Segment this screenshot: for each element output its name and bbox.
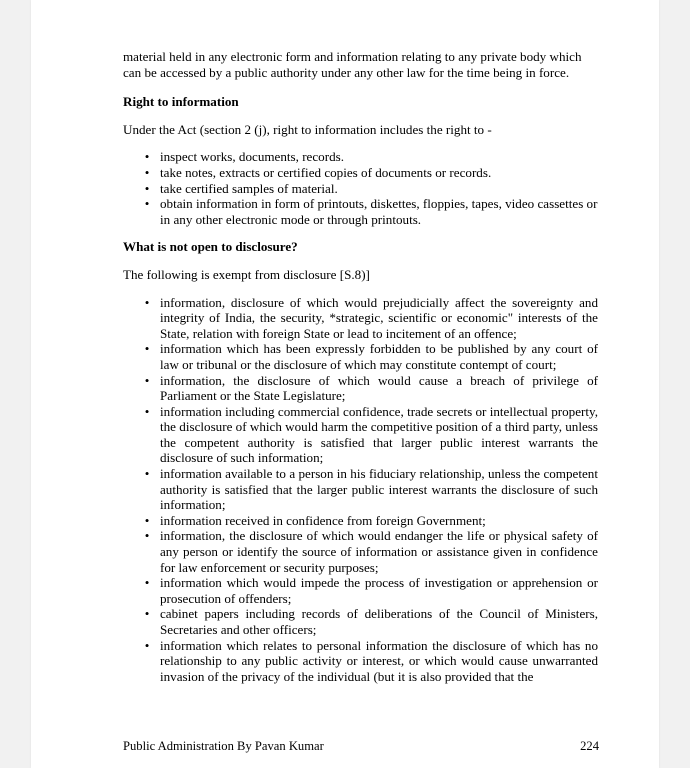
bullet-icon: •	[144, 196, 150, 212]
list-item-text: cabinet papers including records of deliberations of the Council of Ministers, Secretaries and other officers;	[160, 606, 598, 637]
page-footer	[123, 739, 599, 754]
list-item-text: information, disclosure of which would prejudicially affect the sovereignty and integrity of India, the security, *strategic, scientific or economic" interests of the State, relation with foreign State or lead to incitement of an offence;	[160, 294, 598, 341]
list-item-text: information, the disclosure of which would cause a breach of privilege of Parliament or the State Legislature;	[160, 372, 598, 404]
list-item	[123, 341, 598, 372]
document-page	[31, 0, 659, 768]
bullet-icon: •	[144, 164, 150, 180]
bullet-icon: •	[144, 466, 150, 482]
list-item	[123, 513, 598, 529]
bullet-icon: •	[144, 341, 150, 357]
list-item-text: information which would impede the process of investigation or apprehension or prosecution of offenders;	[160, 575, 598, 606]
list-item	[123, 181, 598, 197]
list-item-text: obtain information in form of printouts, diskettes, floppies, tapes, video cassettes or in any other electronic mode or through printouts.	[160, 196, 598, 227]
section-heading-not-open-to-disclosure: What is not open to disclosure?	[123, 239, 298, 255]
list-item-text: information, the disclosure of which would endanger the life or physical safety of any person or identify the source of information or assistance given in confidence for law enforcement or security purposes;	[160, 528, 598, 575]
list-item-text: information which has been expressly forbidden to be published by any court of law or tribunal or the disclosure of which may constitute contempt of court;	[160, 341, 598, 372]
list-item-text: information including commercial confidence, trade secrets or intellectual property, the disclosure of which would harm the competitive position of a third party, unless the competent authority is satisfied that larger public interest warrants the disclosure of such information;	[160, 403, 598, 466]
bullet-icon: •	[144, 180, 150, 196]
list-item	[123, 606, 598, 637]
list-item-text: information available to a person in his fiduciary relationship, unless the competent authority is satisfied that the larger public interest warrants the disclosure of such information;	[160, 466, 598, 513]
rights-list	[123, 149, 598, 227]
list-item	[123, 373, 598, 404]
list-item-text: information which relates to personal information the disclosure of which has no relationship to any public activity or interest, or which would cause unwarranted invasion of the privacy of the individual (but it is also provided that the	[160, 637, 598, 684]
list-item-text: inspect works, documents, records.	[160, 149, 344, 165]
bullet-icon: •	[144, 606, 150, 622]
exemptions-list	[123, 295, 598, 685]
list-item	[123, 149, 598, 165]
section-heading-right-to-information: Right to information	[123, 94, 239, 110]
bullet-icon: •	[144, 637, 150, 653]
bullet-icon: •	[144, 575, 150, 591]
page-content	[123, 49, 598, 696]
list-item	[123, 466, 598, 513]
list-item	[123, 295, 598, 342]
list-item	[123, 165, 598, 181]
bullet-icon: •	[144, 403, 150, 419]
bullet-icon: •	[144, 294, 150, 310]
bullet-icon: •	[144, 528, 150, 544]
section-intro-exemptions: The following is exempt from disclosure [S.8)]	[123, 266, 370, 282]
bullet-icon: •	[144, 149, 150, 165]
footer-title: Public Administration By Pavan Kumar	[123, 739, 324, 753]
page-number: 224	[580, 739, 599, 753]
list-item	[123, 404, 598, 466]
bullet-icon: •	[144, 372, 150, 388]
list-item	[123, 528, 598, 575]
list-item	[123, 575, 598, 606]
paragraph-continued: material held in any electronic form and information relating to any private body which can be accessed by a public authority under any other law for the time being in force.	[123, 49, 582, 80]
section-intro-right-to-information: Under the Act (section 2 (j), right to information includes the right to -	[123, 121, 492, 137]
bullet-icon: •	[144, 512, 150, 528]
list-item-text: take notes, extracts or certified copies of documents or records.	[160, 164, 492, 180]
list-item	[123, 638, 598, 685]
list-item-text: information received in confidence from foreign Government;	[160, 512, 486, 528]
list-item	[123, 196, 598, 227]
list-item-text: take certified samples of material.	[160, 180, 338, 196]
